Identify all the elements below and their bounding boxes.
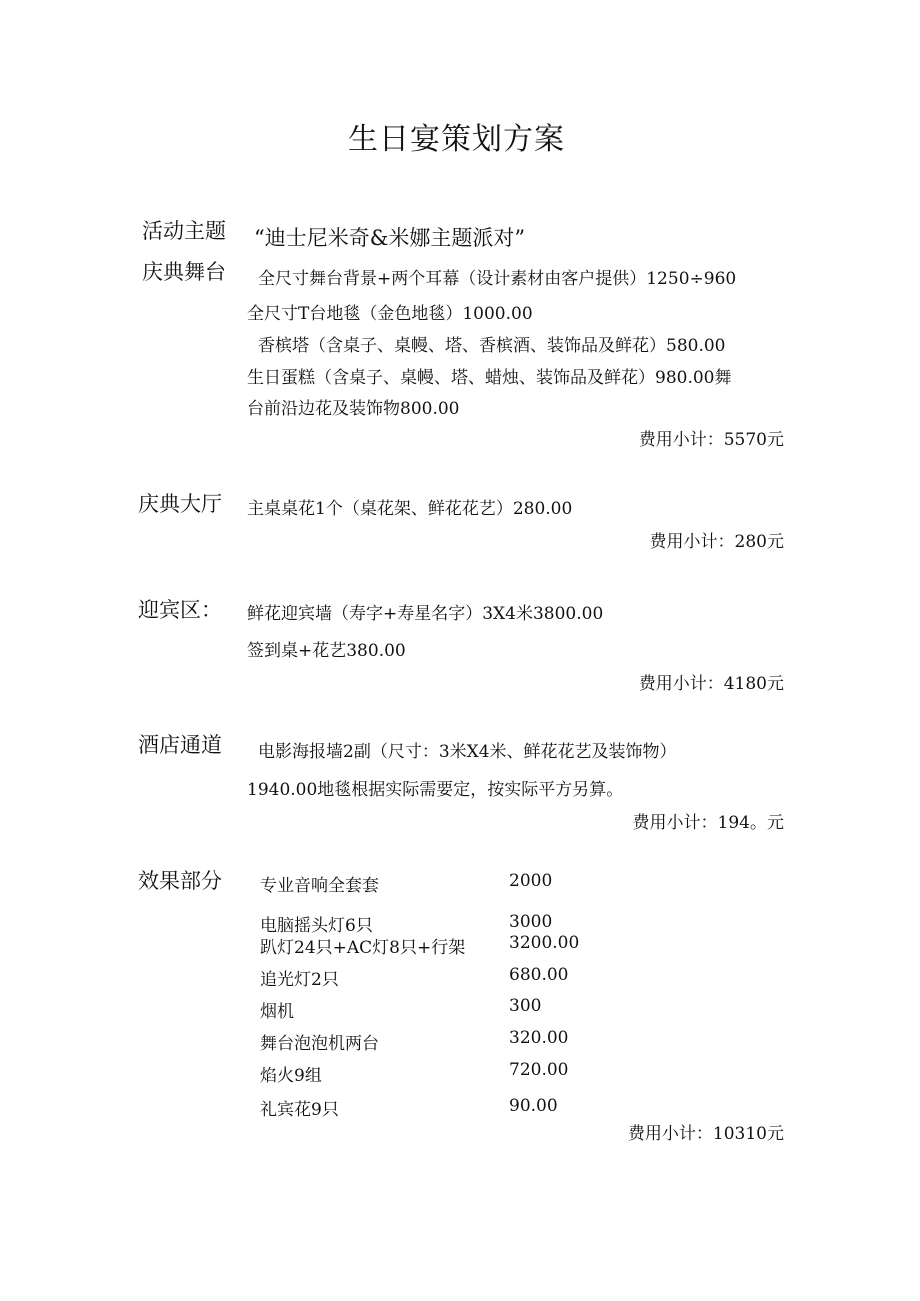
effects-item-price: 90.00 [509,1096,558,1116]
effects-item-name: 追光灯2只 [260,970,339,990]
hall-label: 庆典大厅 [138,492,222,516]
corridor-line: 电影海报墙2副（尺寸：3米X4米、鲜花花艺及装饰物） [258,742,677,762]
stage-subtotal: 费用小计：5570元 [638,430,784,450]
effects-item-name: 礼宾花9只 [260,1100,339,1120]
hall-line: 主桌桌花1个（桌花架、鲜花花艺）280.00 [247,499,573,519]
effects-item-name: 烟机 [260,1002,294,1022]
stage-line: 香槟塔（含桌子、桌幔、塔、香槟酒、装饰品及鲜花）580.00 [258,336,726,356]
welcome-subtotal: 费用小计：4180元 [638,674,784,694]
stage-line: 全尺寸舞台背景+两个耳幕（设计素材由客户提供）1250÷960 [258,269,737,289]
corridor-subtotal: 费用小计：194。元 [632,813,784,833]
stage-line: 台前沿边花及装饰物800.00 [247,399,460,419]
effects-item-price: 3200.00 [509,933,580,953]
effects-item-name: 电脑摇头灯6只 [260,916,373,936]
page-title: 生日宴策划方案 [348,122,565,157]
effects-item-price: 3000 [509,912,553,932]
welcome-line: 鲜花迎宾墙（寿字+寿星名字）3X4米3800.00 [247,604,604,624]
effects-item-price: 300 [509,996,542,1016]
effects-item-name: 趴灯24只+AC灯8只+行架 [260,938,466,958]
theme-label: 活动主题 [142,219,226,243]
effects-subtotal: 费用小计：10310元 [627,1124,784,1144]
effects-item-price: 320.00 [509,1028,569,1048]
effects-item-price: 720.00 [509,1060,569,1080]
corridor-line: 1940.00地毯根据实际需要定，按实际平方另算。 [247,780,624,800]
effects-item-name: 专业音响全套套 [260,876,379,896]
effects-item-name: 舞台泡泡机两台 [260,1034,379,1054]
effects-label: 效果部分 [138,869,222,893]
stage-label: 庆典舞台 [142,260,226,284]
theme-value: “迪士尼米奇&米娜主题派对” [254,226,526,250]
hall-subtotal: 费用小计：280元 [649,532,784,552]
effects-item-price: 2000 [509,871,553,891]
effects-item-price: 680.00 [509,965,569,985]
stage-line: 生日蛋糕（含桌子、桌幔、塔、蜡烛、装饰品及鲜花）980.00舞 [247,368,732,388]
effects-item-name: 焰火9组 [260,1066,322,1086]
stage-line: 全尺寸T台地毯（金色地毯）1000.00 [247,304,533,324]
corridor-label: 酒店通道 [138,733,222,757]
welcome-line: 签到桌+花艺380.00 [247,641,406,661]
welcome-label: 迎宾区： [138,598,222,622]
